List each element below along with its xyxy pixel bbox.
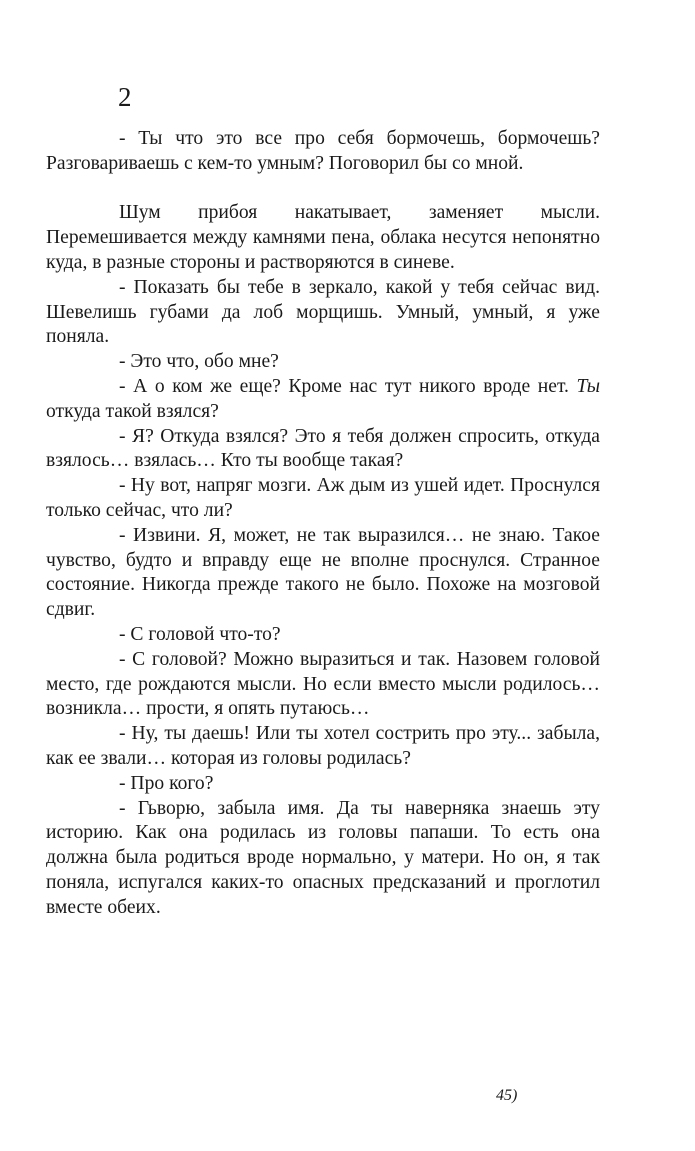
paragraph: - Ну вот, напряг мозги. Аж дым из ушей идет. Проснулся только сейчас, что ли? xyxy=(46,475,600,521)
paragraph: - Гьворю, забыла имя. Да ты наверняка знаешь эту историю. Как она родилась из головы папаши. То есть она должна была родиться вроде нормально, у матери. Но он, я так поняла, испугался каких-то опасных предсказаний и проглотил вместе обеих. xyxy=(46,797,600,918)
paragraph: - Про кого? xyxy=(119,772,214,794)
text-body xyxy=(46,127,600,921)
paragraph: - С головой? Можно выразиться и так. Назовем головой место, где рождаются мысли. Но если вместо мысли родилось… возникла… прости, я опять путаюсь… xyxy=(46,648,600,720)
paragraph: - Показать бы тебе в зеркало, какой у тебя сейчас вид. Шевелишь губами да лоб морщишь. Умный, умный, я уже поняла. xyxy=(46,276,600,348)
paragraph: - С головой что-то? xyxy=(119,623,281,645)
paragraph: - Я? Откуда взялся? Это я тебя должен спросить, откуда взялось… взялась… Кто ты вообще такая? xyxy=(46,425,600,472)
paragraph: Шум прибоя накатывает, заменяет мысли. Перемешивается между камнями пена, облака несутся непонятно куда, в разные стороны и растворяются в синеве. xyxy=(46,202,600,273)
paragraph: - Ты что это все про себя бормочешь, бормочешь? Разговариваешь с кем-то умным? Поговорил бы со мной. xyxy=(46,128,600,174)
paragraph-italic-text: Ты xyxy=(576,375,600,397)
page-number: 45) xyxy=(496,1087,518,1104)
paragraph: - Извини. Я, может, не так выразился… не знаю. Такое чувство, будто и вправду еще не вполне проснулся. Странное состояние. Никогда прежде такого не было. Похоже на мозговой сдвиг. xyxy=(46,524,600,621)
paragraph xyxy=(46,375,600,425)
paragraph-text: - А о ком же еще? Кроме нас тут никого вроде нет. xyxy=(119,375,577,397)
paragraph: - Это что, обо мне? xyxy=(119,351,279,373)
paragraph: - Ну, ты даешь! Или ты хотел сострить про эту... забыла, как ее звали… которая из головы родилась? xyxy=(46,723,600,769)
paragraph-text: откуда такой взялся? xyxy=(46,400,219,422)
chapter-number: 2 xyxy=(118,82,132,112)
